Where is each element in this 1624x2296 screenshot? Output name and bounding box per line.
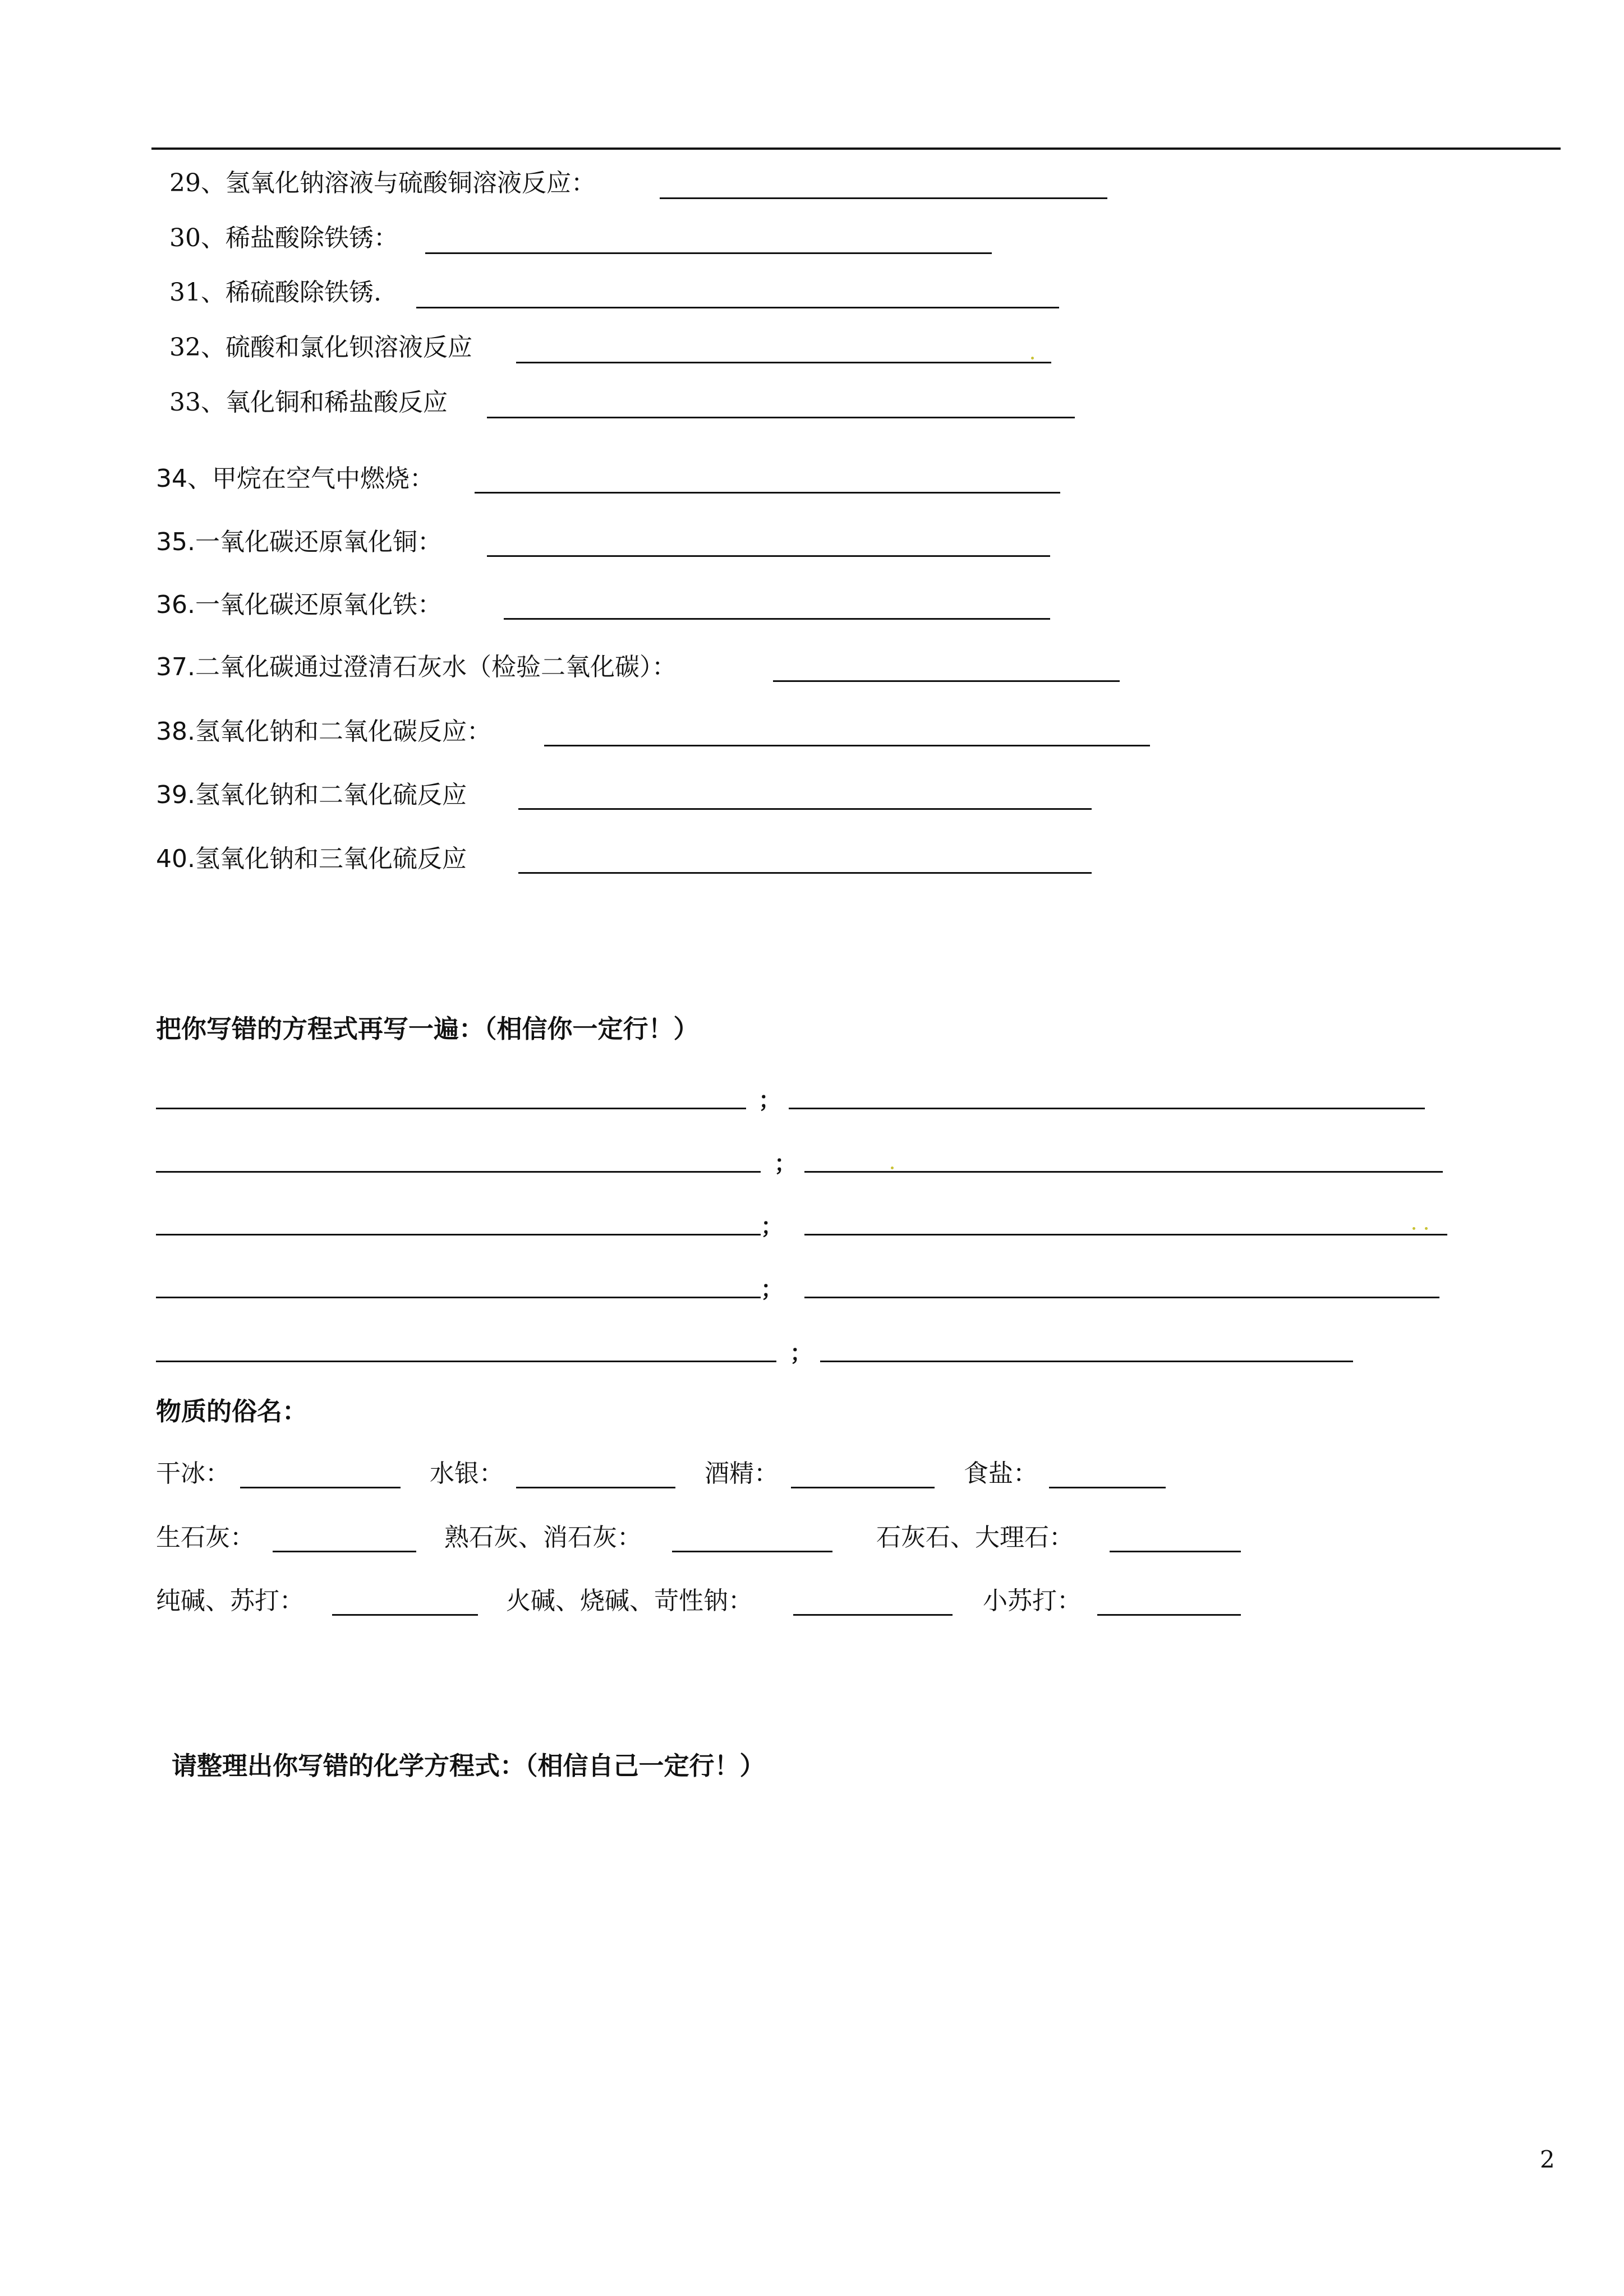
equation-31: 31、稀硫酸除铁锈. — [169, 278, 381, 307]
common-name-blank[interactable] — [332, 1614, 478, 1616]
equation-35: 35.一氧化碳还原氧化铜： — [156, 528, 442, 556]
answer-blank-33[interactable] — [487, 417, 1075, 418]
equation-32: 32、硫酸和氯化钡溶液反应 — [169, 333, 472, 362]
equation-38: 38.氢氧化钠和二氧化碳反应： — [156, 717, 491, 746]
answer-blank-39[interactable] — [518, 808, 1092, 810]
equation-40: 40.氢氧化钠和三氧化硫反应 — [156, 845, 467, 873]
separator: ； — [790, 1340, 812, 1366]
answer-blank-30[interactable] — [425, 252, 992, 254]
answer-blank-34[interactable] — [475, 492, 1060, 494]
rewrite-blank-2a[interactable] — [156, 1171, 761, 1173]
common-name-label: 水银： — [430, 1459, 504, 1488]
speck — [891, 1167, 894, 1169]
common-name-blank[interactable] — [1049, 1487, 1166, 1488]
rewrite-blank-3a[interactable] — [156, 1234, 761, 1235]
rewrite-heading: 把你写错的方程式再写一遍：（相信你一定行！） — [156, 1014, 699, 1044]
common-name-blank[interactable] — [273, 1551, 416, 1552]
common-name-label: 生石灰： — [156, 1523, 255, 1552]
rewrite-blank-5a[interactable] — [156, 1361, 776, 1362]
speck — [1413, 1227, 1415, 1230]
page-number: 2 — [1540, 2146, 1555, 2173]
equation-36: 36.一氧化碳还原氧化铁： — [156, 591, 442, 619]
answer-blank-37[interactable] — [773, 680, 1120, 682]
rewrite-blank-4b[interactable] — [804, 1297, 1439, 1298]
rewrite-blank-2b[interactable] — [804, 1171, 1443, 1173]
common-name-label: 纯碱、苏打： — [156, 1587, 304, 1615]
equation-34: 34、甲烷在空气中燃烧： — [156, 464, 434, 493]
answer-blank-40[interactable] — [518, 872, 1092, 874]
common-name-label: 石灰石、大理石： — [876, 1523, 1074, 1552]
common-name-blank[interactable] — [672, 1551, 832, 1552]
common-name-blank[interactable] — [516, 1487, 675, 1488]
separator: ； — [758, 1087, 781, 1113]
separator: ； — [761, 1276, 783, 1302]
equation-30: 30、稀盐酸除铁锈： — [169, 224, 398, 252]
answer-blank-38[interactable] — [544, 745, 1150, 746]
common-name-blank[interactable] — [1110, 1551, 1241, 1552]
equation-33: 33、氧化铜和稀盐酸反应 — [169, 388, 448, 417]
organize-heading: 请整理出你写错的化学方程式：（相信自己一定行！） — [172, 1751, 765, 1781]
speck — [1425, 1227, 1428, 1230]
answer-blank-29[interactable] — [660, 197, 1107, 199]
answer-blank-32[interactable] — [516, 362, 1051, 363]
rewrite-blank-3b[interactable] — [804, 1234, 1447, 1235]
rewrite-blank-4a[interactable] — [156, 1297, 761, 1298]
common-name-label: 食盐： — [964, 1459, 1038, 1488]
equation-37: 37.二氧化碳通过澄清石灰水（检验二氧化碳）： — [156, 653, 677, 681]
common-name-blank[interactable] — [240, 1487, 401, 1488]
common-name-label: 小苏打： — [983, 1587, 1082, 1615]
common-name-blank[interactable] — [793, 1614, 953, 1616]
answer-blank-31[interactable] — [416, 307, 1059, 308]
separator: ； — [761, 1213, 783, 1239]
header-rule — [151, 147, 1561, 150]
equation-39: 39.氢氧化钠和二氧化硫反应 — [156, 781, 467, 809]
speck — [1031, 357, 1034, 359]
rewrite-blank-1b[interactable] — [789, 1108, 1425, 1109]
common-names-heading: 物质的俗名： — [156, 1396, 308, 1426]
answer-blank-35[interactable] — [487, 555, 1050, 557]
common-name-label: 熟石灰、消石灰： — [444, 1523, 642, 1552]
common-name-label: 酒精： — [705, 1459, 779, 1488]
common-name-blank[interactable] — [1097, 1614, 1241, 1616]
common-name-label: 火碱、烧碱、苛性钠： — [506, 1587, 753, 1615]
separator: ； — [774, 1150, 797, 1177]
rewrite-blank-5b[interactable] — [820, 1361, 1353, 1362]
common-name-blank[interactable] — [791, 1487, 935, 1488]
common-name-label: 干冰： — [156, 1459, 230, 1488]
answer-blank-36[interactable] — [504, 618, 1050, 620]
equation-29: 29、氢氧化钠溶液与硫酸铜溶液反应： — [169, 169, 596, 197]
rewrite-blank-1a[interactable] — [156, 1108, 746, 1109]
